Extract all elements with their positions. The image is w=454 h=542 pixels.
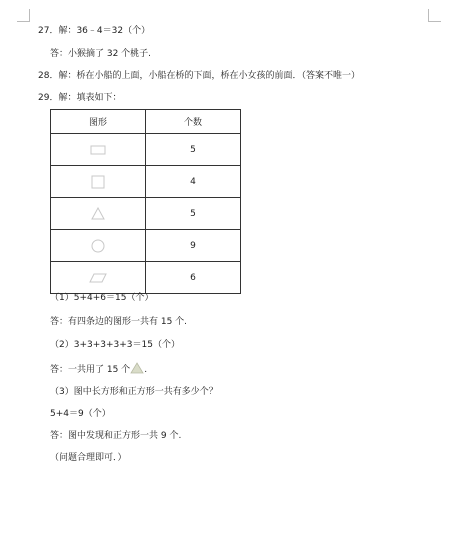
header-count: 个数	[146, 110, 241, 134]
part-2-answer-period: .	[144, 365, 148, 375]
table-row	[51, 134, 241, 166]
part-3-question: （3）图中长方形和正方形一共有多少个？	[50, 387, 218, 397]
part-2-answer	[50, 362, 147, 376]
part-3-answer: 答：图中发现和正方形一共 9 个.	[50, 431, 182, 441]
rectangle-icon	[90, 145, 106, 155]
note: （问题合理即可．）	[50, 453, 127, 463]
part-1-calc: （1）5+4+6＝15（个）	[50, 293, 154, 303]
answer-28: 28．解：桥在小船的上面，小船在桥的下面，桥在小女孩的前面．（答案不唯一）	[38, 71, 360, 81]
parallelogram-icon	[89, 273, 107, 283]
count-circle: 9	[146, 230, 241, 262]
circle-icon	[91, 239, 105, 253]
shape-count-table	[50, 109, 241, 294]
table-row	[51, 198, 241, 230]
count-square: 4	[146, 166, 241, 198]
part-1-answer: 答：有四条边的图形一共有 15 个.	[50, 317, 188, 327]
header-shape: 图形	[51, 110, 146, 134]
page-corner-mark-right	[428, 9, 441, 22]
table-header-row	[51, 110, 241, 134]
answer-27: 27．解：36﹣4＝32（个）	[38, 26, 151, 36]
count-triangle: 5	[146, 198, 241, 230]
table-row	[51, 230, 241, 262]
table-row	[51, 166, 241, 198]
table-row	[51, 262, 241, 294]
answer-29: 29．解：填表如下：	[38, 93, 122, 103]
triangle-icon	[91, 207, 105, 220]
part-3-calc: 5+4＝9（个）	[50, 409, 111, 419]
square-icon	[91, 175, 105, 189]
count-parallelogram: 6	[146, 262, 241, 294]
count-rectangle: 5	[146, 134, 241, 166]
answer-27-conclusion: 答：小猴摘了 32 个桃子.	[50, 49, 152, 59]
triangle-icon	[130, 362, 144, 374]
part-2-calc: （2）3+3+3+3+3＝15（个）	[50, 340, 180, 350]
part-2-answer-text: 答：一共用了 15 个	[50, 365, 131, 375]
page-corner-mark-left	[17, 9, 30, 22]
